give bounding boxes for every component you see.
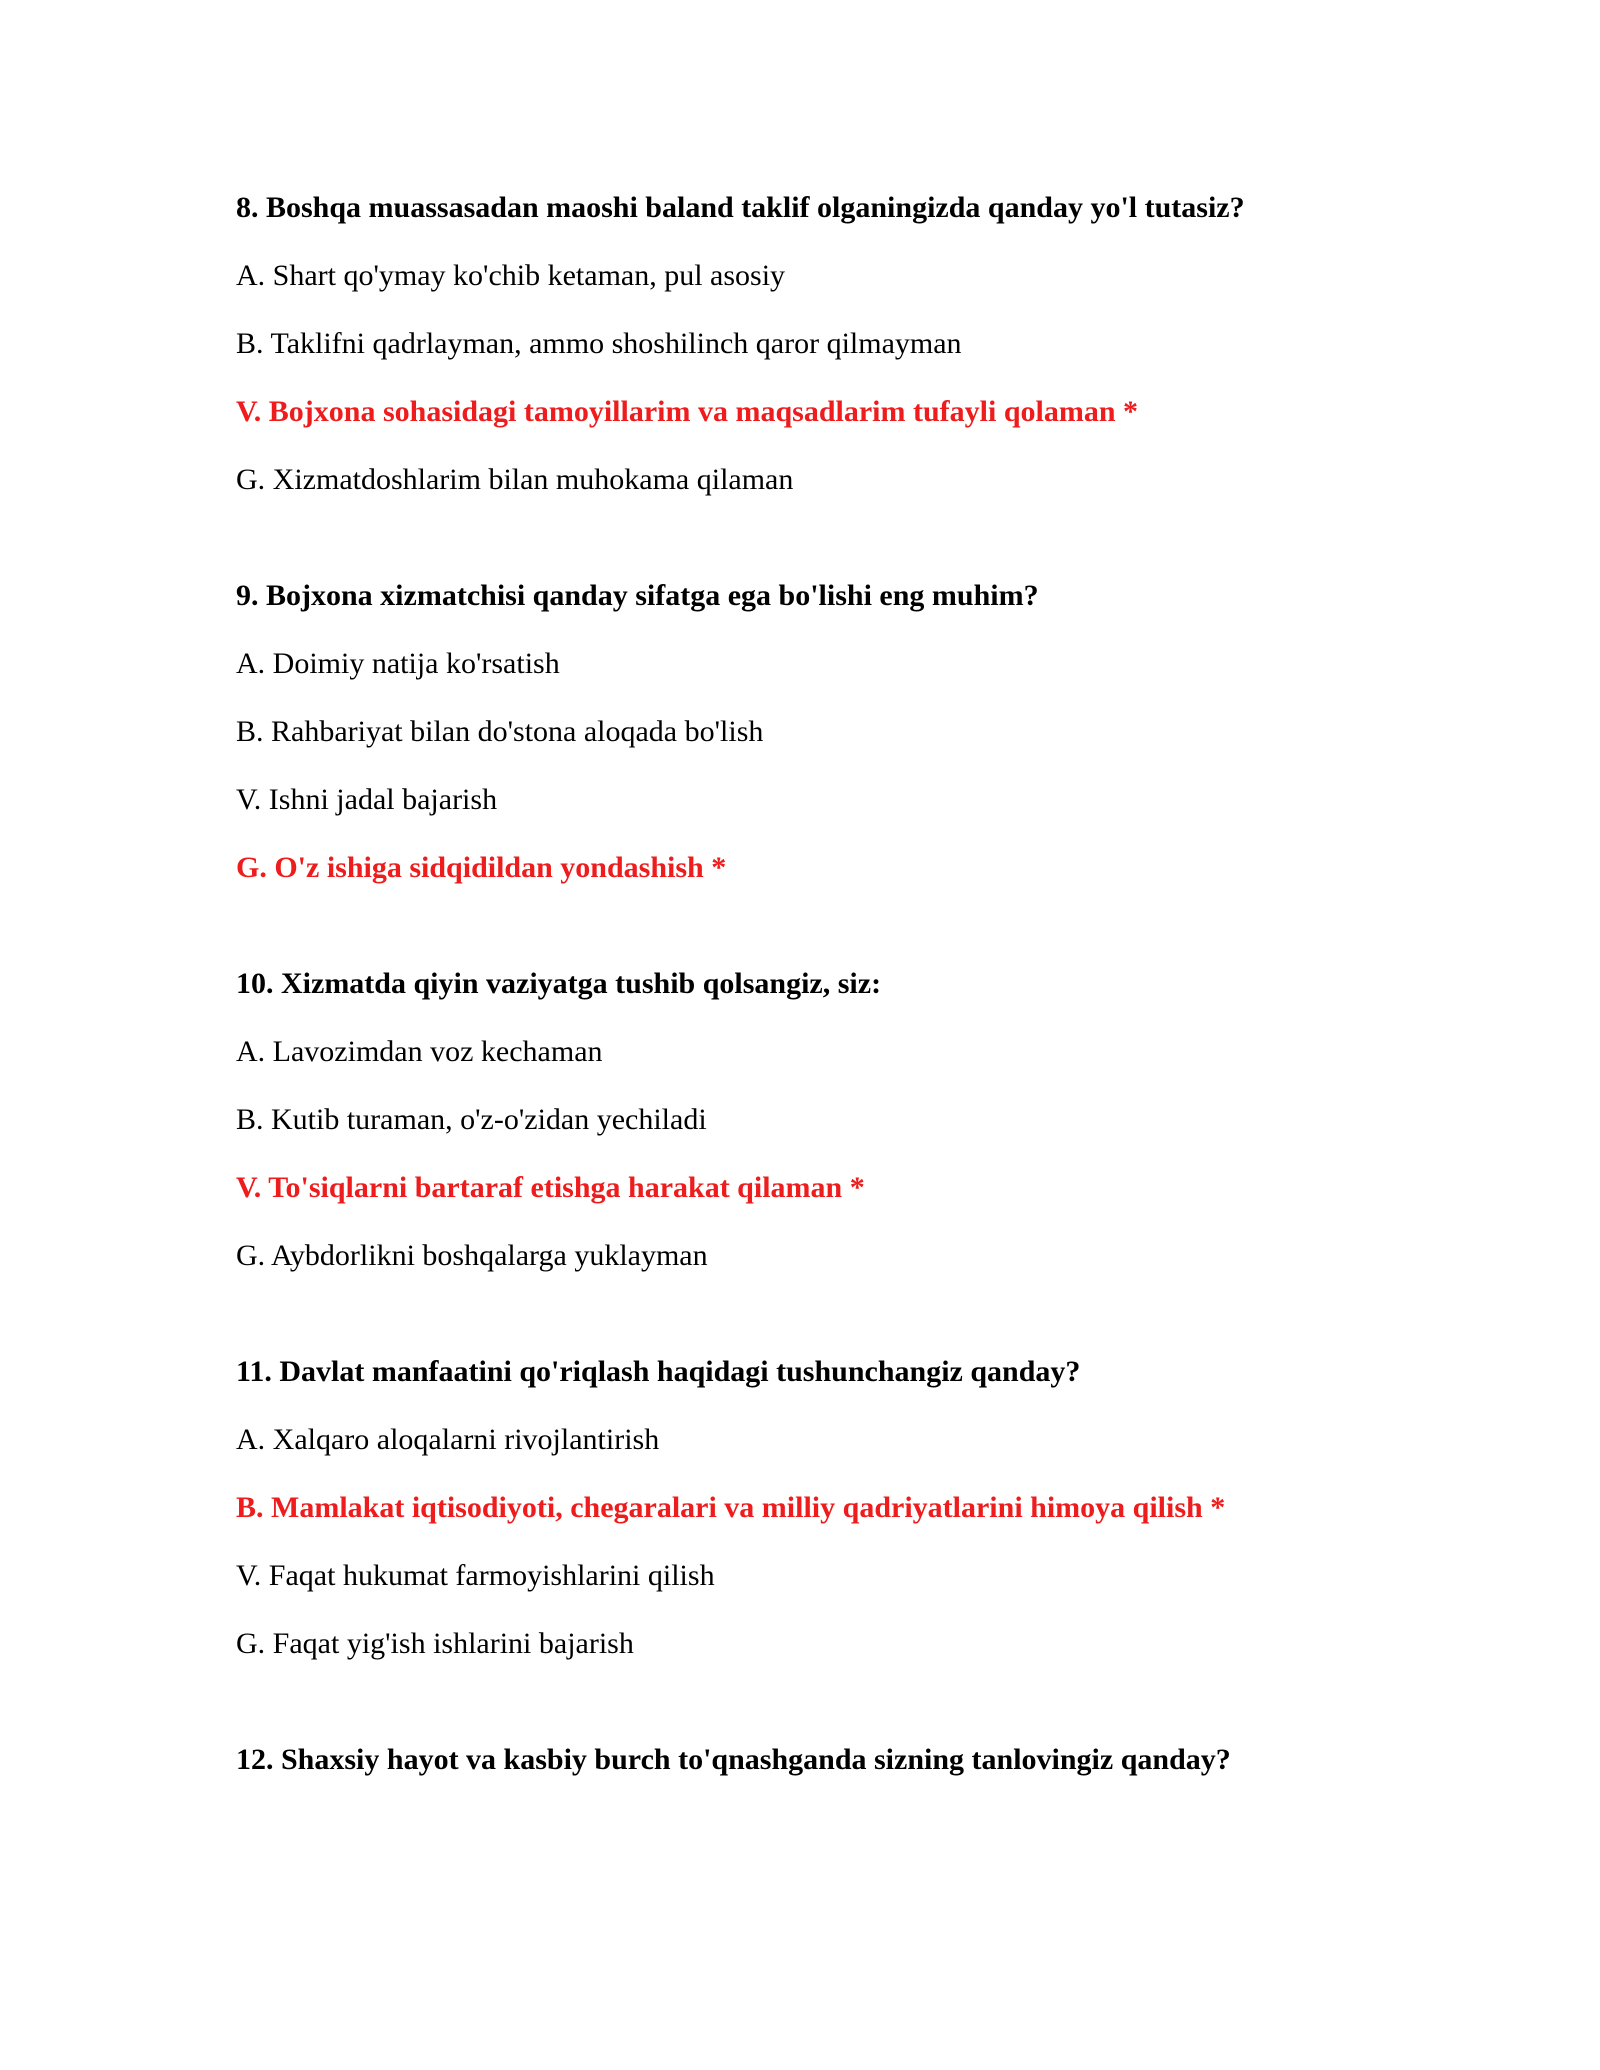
question-title: 8. Boshqa muassasadan maoshi baland taklif olganingizda qanday yo'l tutasiz?: [236, 191, 1245, 224]
answer-options: [236, 640, 1480, 892]
question-title: 12. Shaxsiy hayot va kasbiy burch to'qnashganda sizning tanlovingiz qanday?: [236, 1743, 1231, 1776]
question-block-11: [236, 1348, 1480, 1668]
question-title: 10. Xizmatda qiyin vaziyatga tushib qolsangiz, siz:: [236, 967, 882, 1000]
question-title: 9. Bojxona xizmatchisi qanday sifatga ega bo'lishi eng muhim?: [236, 579, 1039, 612]
answer-option-v: V. Ishni jadal bajarish: [236, 783, 498, 816]
answer-option-g: G. Xizmatdoshlarim bilan muhokama qilaman: [236, 463, 794, 496]
answer-option-a: A. Shart qo'ymay ko'chib ketaman, pul asosiy: [236, 259, 786, 292]
answer-option-g-correct: G. O'z ishiga sidqidildan yondashish *: [236, 851, 727, 884]
answer-option-g: G. Aybdorlikni boshqalarga yuklayman: [236, 1239, 708, 1272]
answer-option-b: B. Taklifni qadrlayman, ammo shoshilinch qaror qilmayman: [236, 327, 962, 360]
answer-options: [236, 1028, 1480, 1280]
question-block-8: [236, 184, 1480, 504]
question-block-9: [236, 572, 1480, 892]
answer-option-b: B. Kutib turaman, o'z-o'zidan yechiladi: [236, 1103, 707, 1136]
question-block-10: [236, 960, 1480, 1280]
answer-option-b-correct: B. Mamlakat iqtisodiyoti, chegaralari va milliy qadriyatlarini himoya qilish *: [236, 1491, 1226, 1524]
answer-options: [236, 252, 1480, 504]
answer-option-b: B. Rahbariyat bilan do'stona aloqada bo'lish: [236, 715, 764, 748]
question-title: 11. Davlat manfaatini qo'riqlash haqidagi tushunchangiz qanday?: [236, 1355, 1081, 1388]
answer-option-v: V. Faqat hukumat farmoyishlarini qilish: [236, 1559, 715, 1592]
answer-option-a: A. Lavozimdan voz kechaman: [236, 1035, 603, 1068]
answer-option-v-correct: V. Bojxona sohasidagi tamoyillarim va maqsadlarim tufayli qolaman *: [236, 395, 1139, 428]
answer-option-g: G. Faqat yig'ish ishlarini bajarish: [236, 1627, 634, 1660]
answer-option-a: A. Xalqaro aloqalarni rivojlantirish: [236, 1423, 660, 1456]
answer-options: [236, 1416, 1480, 1668]
question-block-12: [236, 1736, 1480, 1784]
answer-option-a: A. Doimiy natija ko'rsatish: [236, 647, 560, 680]
answer-option-v-correct: V. To'siqlarni bartaraf etishga harakat qilaman *: [236, 1171, 865, 1204]
